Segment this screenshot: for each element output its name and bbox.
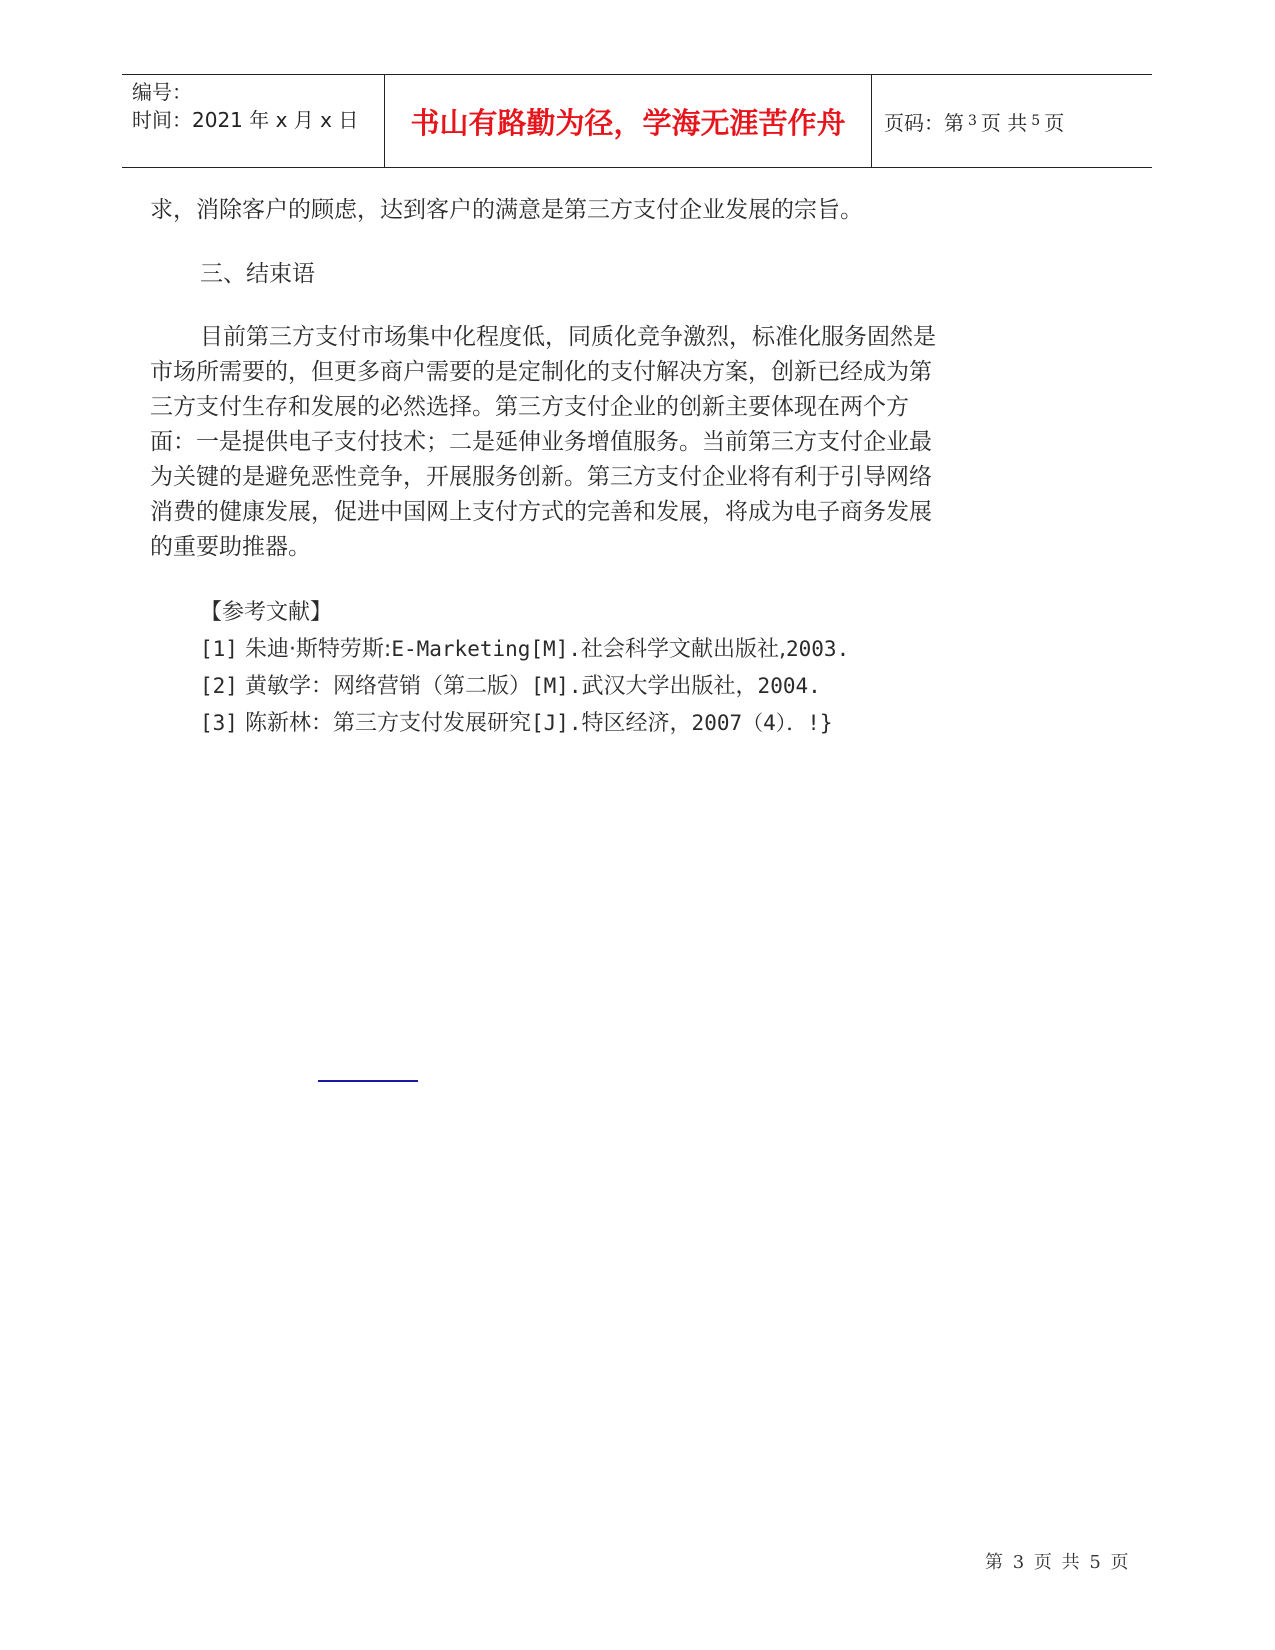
reference-index: [3] [200, 711, 238, 735]
reference-author-title: 朱迪·斯特劳斯: [244, 637, 392, 662]
conclusion-paragraph: 目前第三方支付市场集中化程度低，同质化竞争激烈，标准化服务固然是市场所需要的，但更多商户需要的是定制化的支付解决方案，创新已经成为第三方支付生存和发展的必然选择。第三方支付企业的创新主要体现在两个方面：一是提供电子支付技术；二是延伸业务增值服务。当前第三方支付企业最为关键的是避免恶性竞争，开展服务创新。第三方支付企业将有利于引导网络消费的健康发展，促进中国网上支付方式的完善和发展，将成为电子商务发展的重要助推器。 [150, 324, 936, 560]
reference-year: 2007（4）．!} [691, 711, 833, 735]
reference-item [150, 705, 970, 742]
reference-publisher: 特区经济， [581, 711, 692, 736]
reference-year: 2004. [757, 674, 821, 698]
header-motto: 书山有路勤为径，学海无涯苦作舟 [384, 75, 872, 167]
page-label-mid: 页 共 [980, 110, 1028, 135]
reference-title-type: [M]. [530, 674, 582, 698]
header-meta [122, 75, 384, 167]
reference-item [150, 631, 970, 668]
reference-year: 2003. [786, 637, 850, 661]
reference-author-title: 陈新林：第三方支付发展研究 [244, 711, 531, 736]
reference-item [150, 668, 970, 705]
page-label-prefix: 页码：第 [884, 110, 964, 135]
reference-author-title: 黄敏学：网络营销（第二版） [244, 674, 531, 699]
reference-index: [1] [200, 637, 238, 661]
document-time-label: 时间：2021 年 x 月 x 日 [132, 108, 359, 132]
references-section [150, 595, 970, 742]
document-number-label: 编号： [132, 80, 192, 104]
reference-index: [2] [200, 674, 238, 698]
reference-title-type: [J]. [530, 711, 582, 735]
total-pages-number: 5 [1031, 113, 1041, 129]
page-header [122, 74, 1152, 168]
reference-publisher: 武汉大学出版社， [581, 674, 758, 699]
page-footer: 第 3 页 共 5 页 [985, 1552, 1131, 1573]
references-heading: 【参考文献】 [200, 600, 333, 625]
header-page-info [872, 75, 1152, 167]
reference-title-type: E-Marketing[M]. [391, 637, 581, 661]
continuation-text: 求，消除客户的顾虑，达到客户的满意是第三方支付企业发展的宗旨。 [150, 197, 863, 223]
reference-publisher: 社会科学文献出版社, [581, 637, 786, 662]
section-heading: 三、结束语 [200, 261, 315, 287]
hyperlink-underline[interactable] [318, 1080, 418, 1082]
page-label-suffix: 页 [1044, 110, 1065, 135]
current-page-number: 3 [968, 113, 977, 129]
